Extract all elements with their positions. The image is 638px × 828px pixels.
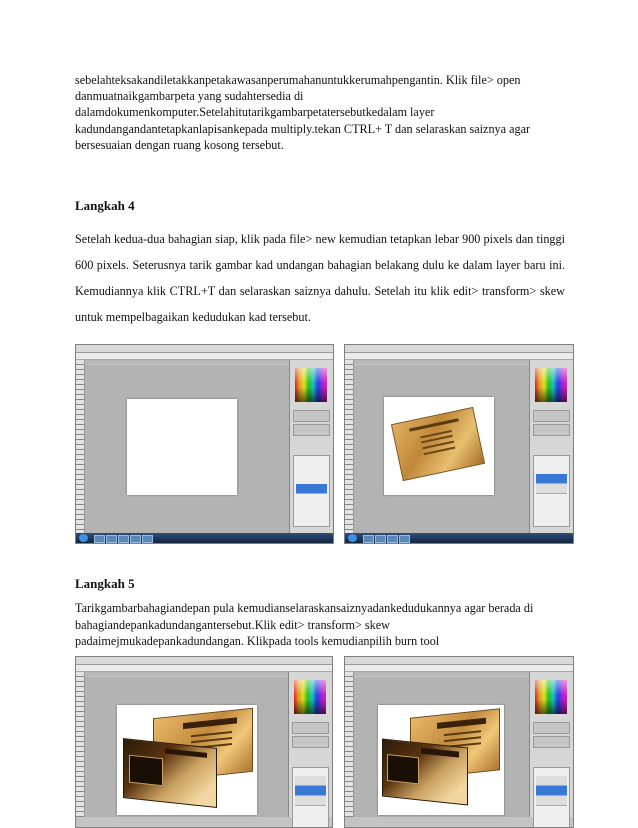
invitation-card-front-burned [382, 738, 468, 805]
card-line [191, 737, 232, 743]
step5-left-screenshot [75, 656, 333, 828]
canvas-area [354, 677, 529, 817]
card-title [165, 748, 206, 758]
card-line [444, 730, 481, 736]
adjustments-panel [292, 722, 329, 734]
menu-bar [76, 345, 333, 353]
skewed-invitation-card [391, 407, 485, 481]
adjustments-panel [293, 410, 330, 422]
options-bar [345, 665, 573, 672]
document [117, 705, 257, 815]
swatches-panel [535, 368, 567, 402]
swatches-panel [294, 680, 326, 714]
blank-document [127, 399, 237, 495]
styles-panel [533, 424, 570, 436]
step4-left-screenshot [75, 344, 334, 544]
options-bar [345, 353, 573, 360]
adjustments-panel [533, 410, 570, 422]
tools-panel [76, 672, 85, 817]
start-icon [348, 534, 357, 542]
paragraph-line: bersesuaian dengan ruang kosong tersebut. [75, 137, 284, 152]
card-photo [387, 754, 418, 784]
app-icon [106, 535, 117, 543]
card-title [421, 748, 459, 758]
adjustments-panel [533, 722, 570, 734]
canvas-area [85, 677, 288, 817]
layer-row [295, 796, 326, 806]
canvas-area [85, 365, 289, 533]
layers-panel [533, 455, 570, 527]
start-icon [79, 534, 88, 542]
options-bar [76, 353, 333, 360]
paragraph-line: bahagiandepankadundangantersebut.Klik edit> transform> skew [75, 617, 390, 632]
layer-row [536, 776, 567, 786]
layer-row [296, 484, 327, 494]
swatches-panel [295, 368, 327, 402]
panels [529, 672, 573, 817]
step-5-heading: Langkah 5 [75, 576, 135, 591]
layer-row [536, 474, 567, 484]
document-tab [85, 360, 289, 364]
card-title [437, 718, 485, 728]
windows-taskbar [76, 533, 333, 543]
document-tab [85, 672, 288, 676]
layer-row [536, 786, 567, 796]
app-icon [130, 535, 141, 543]
menu-bar [345, 657, 573, 665]
app-icon [387, 535, 398, 543]
paragraph-line: padaimejmukadepankadundangan. Klikpada tools kemudianpilih burn tool [75, 634, 440, 648]
layer-row [295, 776, 326, 786]
menu-bar [345, 345, 573, 353]
paragraph-line: kadundangandantetapkanlapisankepada multiply.tekan CTRL+ T dan selaraskan saiznya agar [75, 121, 531, 136]
paragraph-intro [75, 72, 565, 153]
tools-panel [345, 672, 354, 817]
layer-row [295, 786, 326, 796]
options-bar [76, 665, 332, 672]
card-photo [129, 754, 163, 786]
panels [289, 360, 333, 533]
layers-panel [293, 455, 330, 527]
invitation-card-front [123, 738, 217, 808]
styles-panel [293, 424, 330, 436]
step4-right-screenshot [344, 344, 574, 544]
document [384, 397, 494, 495]
layer-row [536, 484, 567, 494]
card-title [183, 718, 237, 729]
app-icon [142, 535, 153, 543]
canvas-area [354, 365, 529, 533]
app-icon [118, 535, 129, 543]
styles-panel [292, 736, 329, 748]
tools-panel [76, 360, 85, 533]
paragraph-line: sebelahteksakandiletakkanpetakawasanperumahanuntukkerumahpengantin. Klik file> open [75, 73, 521, 87]
layers-panel [533, 767, 570, 828]
document-tab [354, 672, 529, 676]
paragraph-line: dalamdokumenkomputer.Setelahitutarikgambarpetatersebutkedalam layer [75, 105, 435, 120]
menu-bar [76, 657, 332, 665]
layer-row [536, 796, 567, 806]
document-tab [354, 360, 529, 364]
app-icon [94, 535, 105, 543]
step-4-heading: Langkah 4 [75, 198, 135, 213]
step-4-text: Setelah kedua-dua bahagian siap, klik pada file> new kemudian tetapkan lebar 900 pixels dan tinggi 600 pixels. Seterusnya tarik gambar kad undangan bahagian belakang dulu ke dalam layer baru ini. Kemudiannya klik CTRL+T dan selaraskan saiznya dahulu. Setelah itu klik edit> transform> skew untuk mempelbagaikan kedudukan kad tersebut. [75, 232, 565, 324]
tools-panel [345, 360, 354, 533]
app-icon [399, 535, 410, 543]
panels [288, 672, 332, 817]
paragraph-line: danmuatnaikgambarpeta yang sudahtersedia di [75, 89, 304, 104]
step-5-text [75, 600, 565, 650]
card-line [191, 731, 232, 737]
document [378, 705, 504, 815]
step5-right-screenshot [344, 656, 574, 828]
panels [529, 360, 573, 533]
styles-panel [533, 736, 570, 748]
card-line [444, 736, 481, 742]
app-icon [375, 535, 386, 543]
app-icon [363, 535, 374, 543]
swatches-panel [535, 680, 567, 714]
layers-panel [292, 767, 329, 828]
paragraph-line: Tarikgambarbahagiandepan pula kemudianselaraskansaiznyadankedudukannya agar berada di [75, 601, 534, 615]
windows-taskbar [345, 533, 573, 543]
